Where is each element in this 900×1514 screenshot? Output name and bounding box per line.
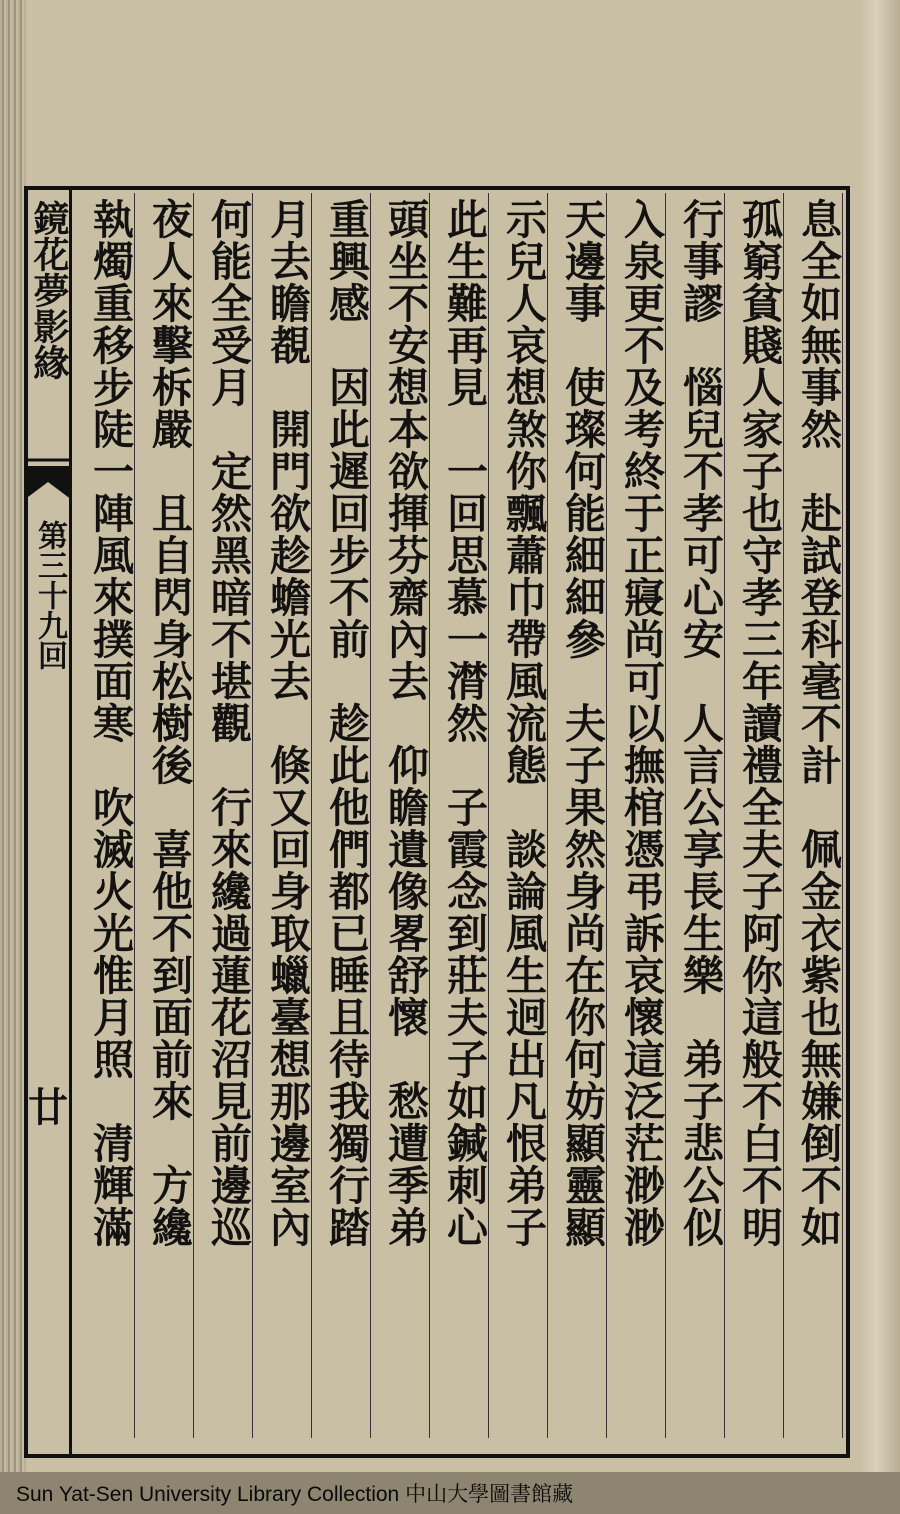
text-column: 此生難再見 一回思慕一潸然 子霞念到莊夫子如鍼刺心	[440, 198, 488, 1248]
text-column: 入泉更不及考終于正寢尚可以撫棺憑弔訴哀懷這泛茫渺渺	[617, 198, 665, 1248]
text-column: 孤窮貧賤人家子也守孝三年讀禮全夫子阿你這般不白不明	[735, 198, 783, 1248]
text-column: 重興感 因此遲回步不前 趁此他們都已睡且待我獨行踏	[322, 198, 370, 1248]
text-column: 行事謬 惱兒不孝可心安 人言公享長生樂 弟子悲公似	[676, 198, 724, 1248]
text-column: 示兒人哀想煞你飄蕭巾帶風流態 談論風生迥出凡恨弟子	[499, 198, 547, 1248]
text-column: 天邊事 使璨何能細細參 夫子果然身尚在你何妨顯靈顯	[558, 198, 606, 1248]
banxin-page-number: 廿	[28, 1084, 68, 1131]
banxin-chapter-label: 第三十九回	[32, 520, 67, 670]
text-column: 月去瞻覩 開門欲趁蟾光去 倏又回身取蠟臺想那邊室內	[263, 198, 311, 1248]
text-column: 夜人來擊柝嚴 且自閃身松樹後 喜他不到面前來 方纔	[145, 198, 193, 1248]
text-column: 頭坐不安想本欲揮芬齋內去 仰瞻遺像畧舒懷 愁遭季弟	[381, 198, 429, 1248]
fish-tail-mark-icon	[24, 456, 72, 506]
text-column: 何能全受月 定然黑暗不堪觀 行來纔過蓮花沼見前邊巡	[204, 198, 252, 1248]
banxin-book-title: 鏡花夢影緣	[28, 200, 70, 380]
text-column: 執燭重移步陡一陣風來撲面寒 吹滅火光惟月照 清輝滿	[86, 198, 134, 1248]
text-column: 息全如無事然 赴試登科毫不計 佩金衣紫也無嫌倒不如	[794, 198, 842, 1248]
page-stack-edge	[0, 0, 26, 1472]
library-caption: Sun Yat-Sen University Library Collection 中山大學圖書館藏	[16, 1483, 574, 1506]
page-right-edge	[860, 0, 900, 1472]
